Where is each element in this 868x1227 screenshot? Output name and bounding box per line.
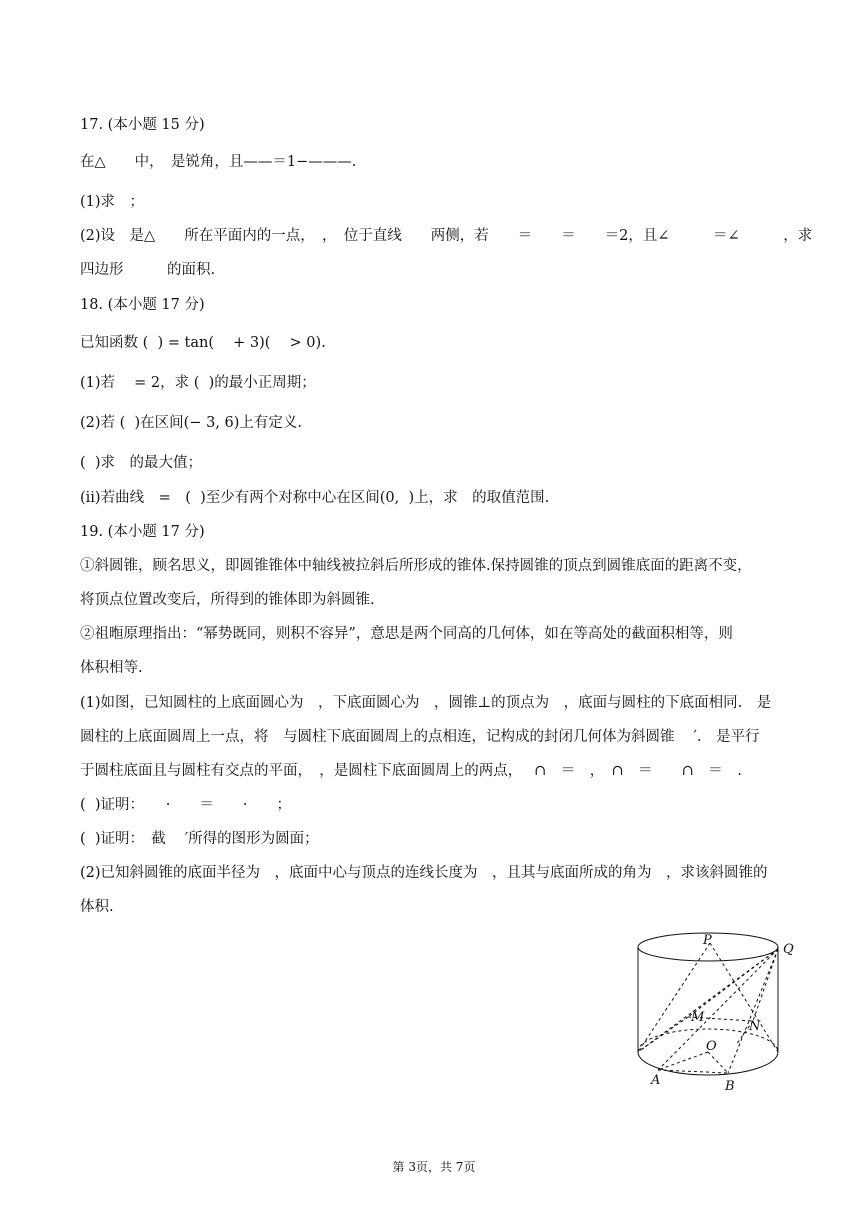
label-Q: Q [783,942,794,957]
cylinder-bottom-front [638,1052,778,1075]
problem-17-header: 17. (本小题 15 分) [80,117,205,133]
label-O: O [706,1039,717,1054]
label-M: M [691,1010,705,1025]
label-A: A [651,1073,661,1088]
problem-19-part-1-cont-a: 圆柱的上底面圆周上一点，将 与圆柱下底面圆周上的点相连，记构成的封闭几何体为斜圆锥 ′. 是平行 [80,729,760,745]
problem-19-part-1-ii: ( )证明： 截 ′所得的图形为圆面； [80,831,319,847]
problem-19-intro-1: ①斜圆锥，顾名思义，即圆锥锥体中轴线被拉斜后所形成的锥体.保持圆锥的顶点到圆锥底面的距离不变， [80,558,752,574]
problem-18-part-2: (2)若 ( )在区间(− 3, 6)上有定义. [80,415,303,431]
label-N: N [749,1019,761,1034]
problem-17-part-1: (1)求 ； [80,194,145,210]
problem-19-intro-2: ②祖暅原理指出：“幂势既同，则积不容异”，意思是两个同高的几何体，如在等高处的截面积相等，则 [80,626,733,642]
problem-18-part-2-ii: (ii)若曲线 = ( )至少有两个对称中心在区间(0, )上，求 的取值范围. [80,490,550,506]
problem-19-intro-2-cont: 体积相等. [80,660,143,676]
problem-17-part-2: (2)设 是△ 所在平面内的一点， ， 位于直线 两侧，若 ＝ ＝ ＝2，且∠ ＝∠ ，求 [80,228,813,244]
label-P: P [703,933,712,948]
oblique-cone-figure [628,925,798,1100]
problem-17-part-2-cont: 四边形 的面积. [80,262,216,278]
problem-19-header: 19. (本小题 17 分) [80,524,205,540]
page-footer: 第 3页，共 7页 [392,1160,476,1174]
problem-18-part-2-i: ( )求 的最大值； [80,455,203,471]
problem-19-part-2-cont: 体积. [80,899,114,915]
problem-17-statement: 在△ 中， 是锐角，且——＝1−———. [80,154,357,170]
problem-18-header: 18. (本小题 17 分) [80,297,205,313]
problem-19-part-1-cont-b: 于圆柱底面且与圆柱有交点的平面， ，是圆柱下底面圆周上的两点， ∩ ＝ ， ∩ ＝ ∩ ＝ . [80,763,742,779]
problem-19-part-2: (2)已知斜圆锥的底面半径为 ，底面中心与顶点的连线长度为 ，且其与底面所成的角为 ，求该斜圆锥的 [80,865,768,881]
problem-19-part-1-i: ( )证明： · ＝ · ； [80,797,291,813]
problem-18-statement: 已知函数 ( ) = tan( + 3)( > 0). [80,335,326,351]
problem-19-intro-1-cont: 将顶点位置改变后，所得到的锥体即为斜圆锥. [80,592,375,608]
problem-19-part-1: (1)如图，已知圆柱的上底面圆心为 ，下底面圆心为 ，圆锥⊥的顶点为 ，底面与圆柱的下底面相同. 是 [80,695,772,711]
label-B: B [725,1079,735,1094]
problem-18-part-1: (1)若 = 2，求 ( )的最小正周期； [80,375,316,391]
